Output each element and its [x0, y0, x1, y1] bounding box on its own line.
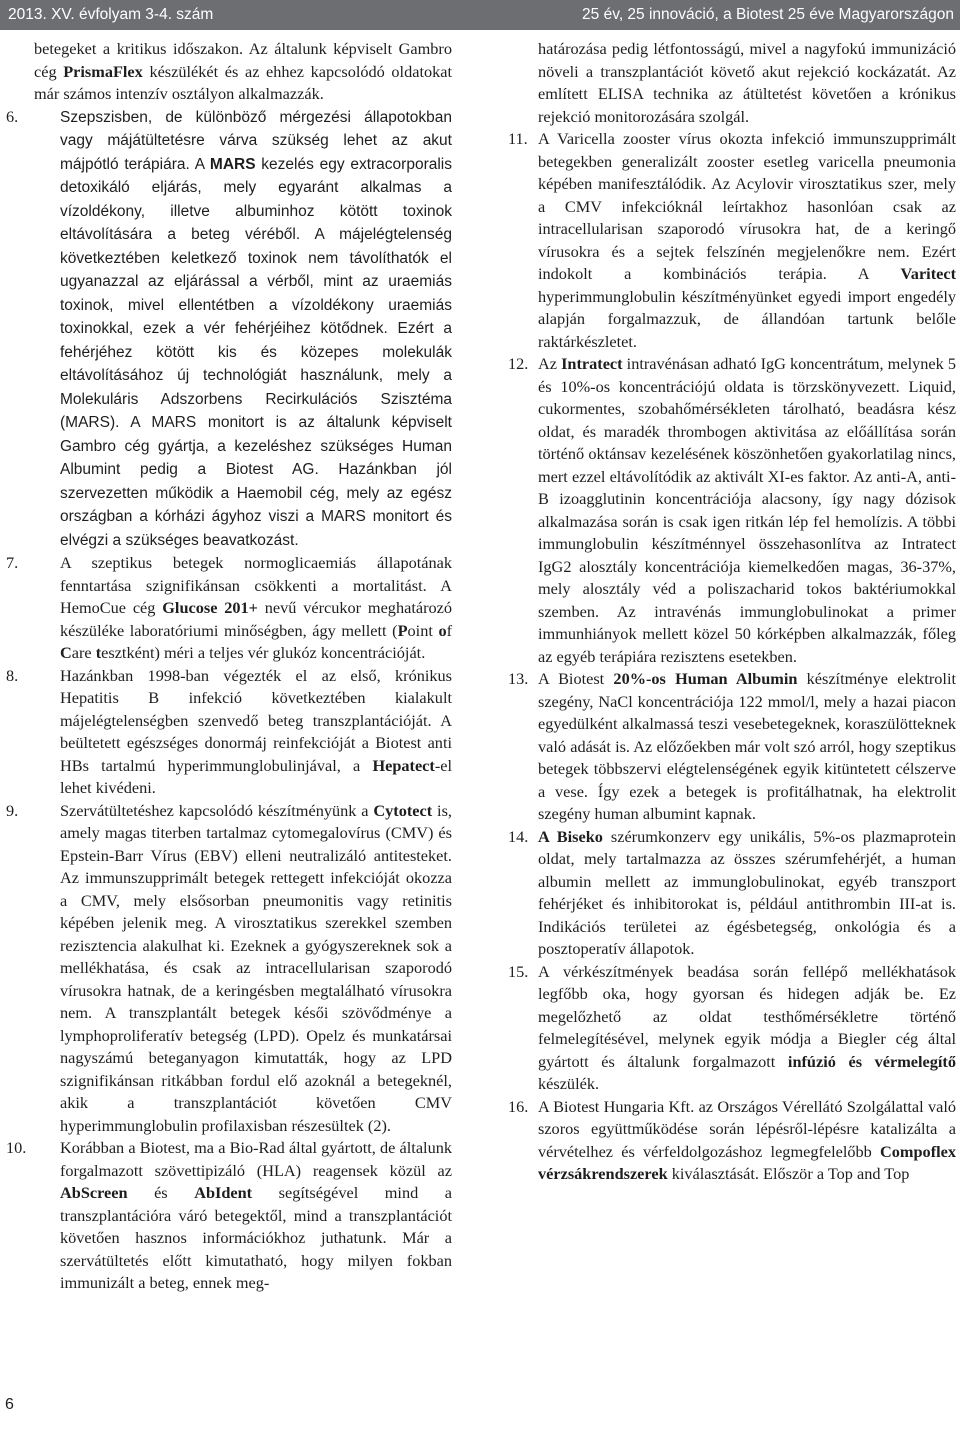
paragraph-continuation — [508, 38, 956, 128]
list-number: 15. — [508, 961, 529, 981]
list-item-15 — [508, 961, 956, 1096]
text-span: Szervátültetéshez kapcsolódó készítményünk a — [60, 800, 374, 820]
product-name: infúzió és vérmelegítő — [787, 1051, 956, 1071]
text-span: A Varicella zooster vírus okozta infekció immunszupprimált betegekben generalizált zooster esetleg varicella pneumonia képében manifesztálódik. Az Acylovir virosztatikus szer, mely a CMV infekcióknál leírtakhoz hasonlóan csak az intracellularisan szaporodó vírusokra hat, de a keringő vírusokra és a sejtek felszínén megjelenőkre nem. Ezért indokolt a kombinációs terápia. A — [538, 129, 956, 283]
text-span: készülékét és az ehhez kapcsolódó oldatokat már számos intenzív osztályon alkalmazzák. — [34, 61, 452, 103]
text-span: hyperimmunglobulin készítményünket egyedi import engedély alapján forgalmazzuk, de állandóan tartunk belőle raktárkészletet. — [538, 286, 956, 351]
product-name: Cytotect — [373, 800, 433, 820]
text-span: A Biotest Hungaria Kft. az Országos Vérellátó Szolgálattal való szoros együttműködése során lépésről-lépésre katalizálta a vérvételhez és vérfeldolgozáshoz legmegfelelőbb — [538, 1096, 956, 1161]
acronym-letter: o — [438, 620, 447, 640]
left-column — [6, 38, 452, 1295]
text-span: f — [446, 620, 452, 640]
journal-issue: 2013. XV. évfolyam 3-4. szám — [8, 6, 214, 23]
list-number: 13. — [508, 669, 529, 688]
text-span: are — [71, 643, 96, 662]
acronym-letter: C — [60, 643, 72, 662]
text-span: A vérkészítmények beadása során fellépő mellékhatások legfőbb oka, hogy gyorsan és hidegen adják be. Ez megelőzhető az oldat testhőmérsékletre történő felmelegítésével, melynek egyik módja a Biegler cég által gyártott és általunk forgalmazott — [538, 961, 956, 1071]
text-span: -el lehet kivédeni. — [60, 755, 452, 797]
product-name: AbIdent — [194, 1183, 253, 1202]
list-number: 16. — [508, 1096, 529, 1116]
list-item-13 — [508, 668, 956, 826]
product-name: Intratect — [561, 354, 623, 373]
list-item-10 — [6, 1137, 452, 1295]
text-span: kiválasztását. Először a Top and Top — [667, 1164, 910, 1183]
text-span: kezelés egy extracorporalis detoxikáló eljárás, mely egyaránt alkalmas a vízoldékony, illetve albuminhoz kötött toxinok eltávolítására a beteg véréből. A májelégtelenség következtében keletkező toxinok nem távolíthatók el ugyanazzal az eljárással a vérből, mint az uraemiás toxinok, mivel ellentétben a vízoldékony uraemiás toxinokkal, ezek a vér fehérjéihez kötődnek. Ezért a fehérjéhez kötött kis és közepes molekulák eltávolításához új technológiát használunk, mely a Molekuláris Adszorbens Recirkulációs Szisztéma (MARS). A MARS monitort is az általunk képviselt Gambro cég gyártja, a kezeléshez szükséges Human Albumint pedig a Biotest AG. Hazánkban jól szervezetten működik a Haemobil cég, mely az egész országban a kórházi ágyhoz viszi a MARS monitort és elvégzi a szükséges beavatkozást. — [60, 155, 452, 549]
text-span: oint — [407, 620, 439, 640]
list-item-9 — [6, 800, 452, 1138]
acronym-letter: P — [397, 620, 408, 640]
text-span: Az — [538, 354, 562, 373]
list-number: 12. — [508, 354, 529, 373]
list-item-6 — [6, 106, 452, 553]
product-name: PrismaFlex — [63, 61, 143, 81]
list-item-11 — [508, 128, 956, 353]
list-number: 9. — [6, 800, 19, 820]
product-name: MARS — [209, 155, 256, 173]
text-span: nevű vércukor meghatározó készüléke laboratóriumi minőségben, ágy mellett ( — [60, 598, 452, 640]
list-number: 6. — [6, 106, 19, 126]
text-span: intravénásan adható IgG koncentrátum, melynek 5 és 10%-os koncentrációjú oldata is törzskönyvezett. Liquid, cukormentes, szobahőmérsékleten tárolható, beadásra kész oldat, és maradék thrombogen aktivitása az előállítása során történő oktánsav kezelésének köszönhetően gyakorlatilag nincs, mert ezzel eltávolítódik az aktivált XI-es faktor. Az anti-A, anti-B izoagglutinin koncentrációja alacsony, így nagy dózisok alkalmazása során is csak igen ritkán lép fel hemolízis. A többi immunglobulin készítménnyel összehasonlítva az Intratect IgG2 alosztály koncentrációja kiemelkedően magas, 36-37%, mely alosztály véd a poliszacharid tokos baktériumokkal szemben. Az intravénás immunglobulinokat a primer immunhiányok mellett közel 50 kórképben alkalmazzák, főleg az egyéb terápiára rezisztens esetekben. — [538, 354, 956, 666]
product-name: Hepatect — [372, 755, 435, 775]
list-item-14 — [508, 826, 956, 961]
product-name: Compoflex vérzsákrendszerek — [538, 1141, 956, 1183]
list-number: 14. — [508, 826, 529, 846]
right-column — [508, 38, 956, 1186]
list-item-12 — [508, 353, 956, 668]
paragraph-continuation — [34, 38, 452, 106]
list-item-7 — [6, 552, 452, 665]
product-name: AbScreen — [60, 1183, 128, 1202]
list-number: 11. — [508, 129, 528, 148]
text-span: segítségével mind a transzplantációra váró betegektől, mind a transzplantációt követően hasznos információkhoz juthatunk. Már a szervátültetés előtt kimutatható, hogy milyen fokban immunizált a beteg, ennek meg- — [60, 1183, 452, 1292]
page-number: 6 — [5, 1396, 14, 1413]
text-span: A Biotest — [538, 669, 614, 688]
text-span: Korábban a Biotest, ma a Bio-Rad által gyártott, de általunk forgalmazott szövettipizáló (HLA) reagensek közül az — [60, 1138, 452, 1180]
text-span: Hazánkban 1998-ban végezték el az első, krónikus Hepatitis B infekció következtében kialakult májelégtelenségben szenvedő beteg transzplantációját. A beültetett egészséges donormáj reinfekcióját a Biotest anti HBs tartalmú hyperimmunglobulinjával, a — [60, 665, 452, 775]
list-item-8 — [6, 665, 452, 800]
text-span: betegeket a kritikus időszakon. Az általunk képviselt Gambro cég — [34, 39, 452, 81]
text-span: is, amely magas titerben tartalmaz cytomegalovírus (CMV) és Epstein-Barr Vírus (EBV) elleni neutralizáló antitesteket. Az immunszupprimált betegek rettegett infekcióját okozza a CMV, mely elsősorban pneumonitis vagy retinitis képében jelenik meg. A virosztatikus szerekkel szemben rezisztencia alakulhat ki. Ezeknek a gyógyszereknek sok a mellékhatása, és csak az intracellularisan szaporodó vírusokra hatnak, de a keringésben megtalálható vírusokra nem. A transzplantált betegek késői szövődménye a lymphoproliferatív betegség (LPD). Opelz és munkatársai nagyszámú beteganyagon kimutatták, hogy az LPD szignifikánsan ritkábban fordul elő azoknál a betegeknél, akik a transzplantációt követően CMV hyperimmunglobulin profilaxisban részesültek (2). — [60, 800, 452, 1135]
text-span: esztként) méri a teljes vér glukóz koncentrációját. — [101, 643, 426, 662]
product-name: 20%-os Human Albumin — [613, 669, 798, 688]
text-span: Szepszisben, de különböző mérgezési állapotokban vagy májátültetésre várva szükség lehet az akut májpótló terápiára. A — [60, 108, 452, 173]
product-name: Glucose 201+ — [162, 598, 258, 617]
text-span: szérumkonzerv egy unikális, 5%-os plazmaprotein oldat, mely tartalmazza az összes szérumfehérjét, a human albumin mellett az immunglobulinokat, egyéb transzport fehérjéket és inhibitorokat is, például antithrombin III-at is. Indikációs területei az égésbetegség, onkológia és a posztoperatív állapotok. — [538, 826, 956, 958]
list-number: 8. — [6, 665, 19, 685]
list-number: 10. — [6, 1138, 27, 1157]
product-name: Varitect — [900, 264, 956, 283]
text-span: készítménye elektrolit szegény, NaCl koncentrációja 122 mmol/l, mely a hazai piacon egyedülként alkalmassá teszi vesebetegeknek, koraszülötteknek való adását is. Az előzőekben már volt szó arról, hogy szeptikus betegek többszervi elégtelenségének egyik kitüntetett célszerve a vese. Így ezek a betegek is profitálhatnak, ha elektrolit szegény human albumint kapnak. — [538, 669, 956, 823]
running-header — [0, 0, 960, 30]
list-number: 7. — [6, 553, 19, 572]
product-name: A Biseko — [538, 826, 603, 846]
list-item-16 — [508, 1096, 956, 1186]
text-span: készülék. — [538, 1074, 600, 1093]
text-span: határozása pedig létfontosságú, mivel a nagyfokú immunizáció növeli a transzplantációt követő akut rejekció kockázatát. Az említett ELISA technika az átültetést követően a krónikus rejekció monitorozására szolgál. — [538, 39, 956, 126]
acronym-letter: t — [95, 643, 102, 662]
header-title: 25 év, 25 innováció, a Biotest 25 éve Magyarországon — [582, 6, 954, 23]
text-span: és — [127, 1183, 195, 1202]
text-span: A szeptikus betegek normoglicaemiás állapotának fenntartása szignifikánsan csökkenti a mortalitást. A HemoCue cég — [60, 553, 452, 617]
